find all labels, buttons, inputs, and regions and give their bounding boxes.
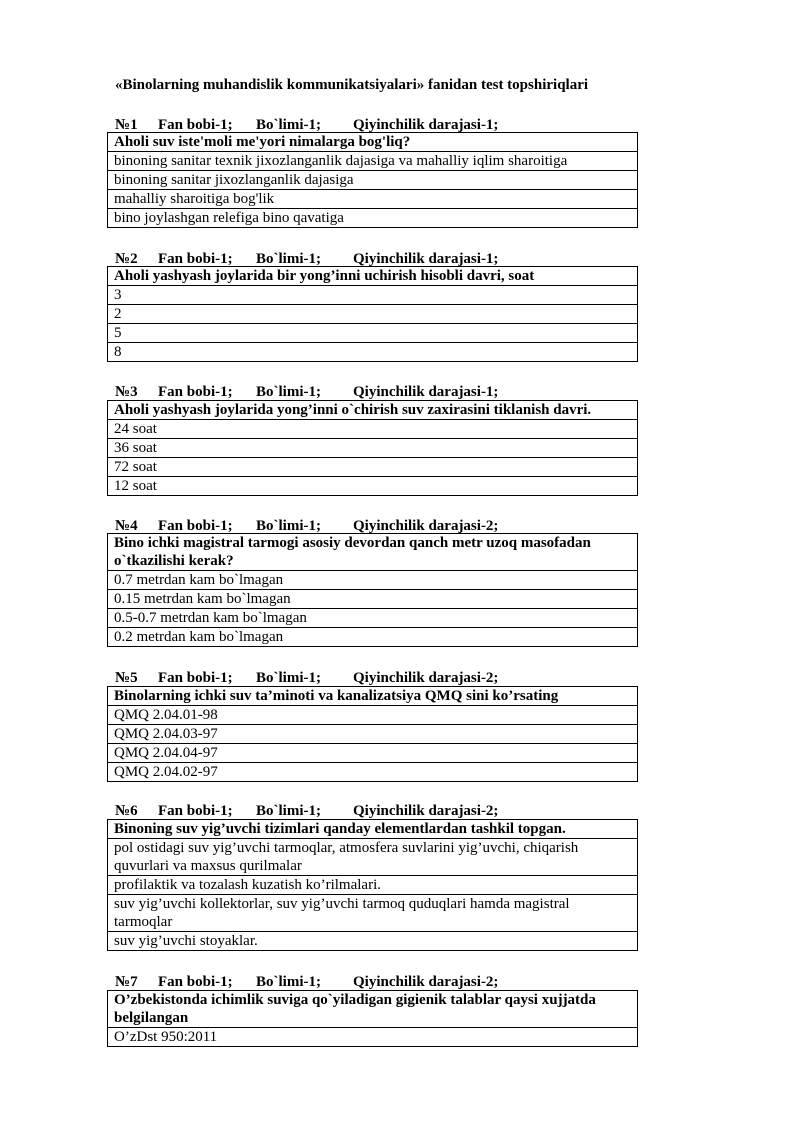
- answer-option: suv yig’uvchi kollektorlar, suv yig’uvchi tarmoq quduqlari hamda magistral tarmoqlar: [108, 894, 637, 931]
- difficulty-label: Qiyinchilik darajasi-1;: [353, 251, 499, 267]
- answer-option: QMQ 2.04.02-97: [108, 762, 637, 781]
- question-text: Aholi suv iste'moli me'yori nimalarga bog'liq?: [114, 134, 411, 150]
- question-number: №3: [115, 384, 138, 400]
- answer-option: profilaktik va tozalash kuzatish ko’rilmalari.: [108, 875, 637, 894]
- answer-option: suv yig’uvchi stoyaklar.: [108, 931, 637, 950]
- fan-bobi-label: Fan bobi-1;: [158, 974, 233, 990]
- answer-option: 2: [108, 304, 637, 323]
- question-text: Aholi yashyash joylarida bir yong’inni uchirish hisobli davri, soat: [114, 268, 535, 284]
- question-number: №1: [115, 117, 138, 133]
- difficulty-label: Qiyinchilik darajasi-1;: [353, 117, 499, 133]
- difficulty-label: Qiyinchilik darajasi-2;: [353, 803, 499, 819]
- answer-option: bino joylashgan relefiga bino qavatiga: [108, 208, 637, 227]
- bolimi-label: Bo`limi-1;: [256, 251, 321, 267]
- bolimi-label: Bo`limi-1;: [256, 803, 321, 819]
- answer-option: pol ostidagi suv yig’uvchi tarmoqlar, atmosfera suvlarini yig’uvchi, chiqarish quvurlari va maxsus qurilmalar: [108, 838, 637, 875]
- question-table: [107, 819, 638, 951]
- answer-option: binoning sanitar texnik jixozlanganlik dajasiga va mahalliy iqlim sharoitiga: [108, 151, 637, 170]
- fan-bobi-label: Fan bobi-1;: [158, 518, 233, 534]
- fan-bobi-label: Fan bobi-1;: [158, 803, 233, 819]
- difficulty-label: Qiyinchilik darajasi-2;: [353, 518, 499, 534]
- answer-option: mahalliy sharoitiga bog'lik: [108, 189, 637, 208]
- bolimi-label: Bo`limi-1;: [256, 974, 321, 990]
- answer-option: 0.5-0.7 metrdan kam bo`lmagan: [108, 608, 637, 627]
- answer-option: 72 soat: [108, 457, 637, 476]
- difficulty-label: Qiyinchilik darajasi-2;: [353, 974, 499, 990]
- question-text: Aholi yashyash joylarida yong’inni o`chirish suv zaxirasini tiklanish davri.: [114, 402, 592, 418]
- answer-option: 3: [108, 285, 637, 304]
- answer-option: binoning sanitar jixozlanganlik dajasiga: [108, 170, 637, 189]
- fan-bobi-label: Fan bobi-1;: [158, 251, 233, 267]
- answer-option: O’zDst 950:2011: [108, 1027, 637, 1046]
- answer-option: 0.2 metrdan kam bo`lmagan: [108, 627, 637, 646]
- question-text: Binolarning ichki suv ta’minoti va kanalizatsiya QMQ sini ko’rsating: [114, 688, 559, 704]
- answer-option: QMQ 2.04.01-98: [108, 705, 637, 724]
- answer-option: QMQ 2.04.04-97: [108, 743, 637, 762]
- fan-bobi-label: Fan bobi-1;: [158, 117, 233, 133]
- answer-option: 36 soat: [108, 438, 637, 457]
- answer-option: 12 soat: [108, 476, 637, 495]
- question-number: №7: [115, 974, 138, 990]
- bolimi-label: Bo`limi-1;: [256, 670, 321, 686]
- question-number: №6: [115, 803, 138, 819]
- answer-option: 0.7 metrdan kam bo`lmagan: [108, 570, 637, 589]
- answer-option: 5: [108, 323, 637, 342]
- question-table: [107, 686, 638, 782]
- question-table: [107, 533, 638, 647]
- bolimi-label: Bo`limi-1;: [256, 384, 321, 400]
- difficulty-label: Qiyinchilik darajasi-2;: [353, 670, 499, 686]
- question-table: [107, 990, 638, 1047]
- answer-option: 24 soat: [108, 419, 637, 438]
- question-number: №2: [115, 251, 138, 267]
- fan-bobi-label: Fan bobi-1;: [158, 384, 233, 400]
- question-table: [107, 400, 638, 496]
- bolimi-label: Bo`limi-1;: [256, 518, 321, 534]
- difficulty-label: Qiyinchilik darajasi-1;: [353, 384, 499, 400]
- fan-bobi-label: Fan bobi-1;: [158, 670, 233, 686]
- question-text: O’zbekistonda ichimlik suviga qo`yiladigan gigienik talablar qaysi xujjatda belgilangan: [114, 992, 596, 1026]
- question-table: [107, 266, 638, 362]
- question-number: №4: [115, 518, 138, 534]
- question-number: №5: [115, 670, 138, 686]
- answer-option: 8: [108, 342, 637, 361]
- question-text: Bino ichki magistral tarmogi asosiy devordan qanch metr uzoq masofadan o`tkazilishi kerak?: [114, 535, 591, 569]
- document-title: «Binolarning muhandislik kommunikatsiyalari» fanidan test topshiriqlari: [115, 77, 589, 93]
- answer-option: 0.15 metrdan kam bo`lmagan: [108, 589, 637, 608]
- bolimi-label: Bo`limi-1;: [256, 117, 321, 133]
- answer-option: QMQ 2.04.03-97: [108, 724, 637, 743]
- question-text: Binoning suv yig’uvchi tizimlari qanday elementlardan tashkil topgan.: [114, 821, 566, 837]
- question-table: [107, 132, 638, 228]
